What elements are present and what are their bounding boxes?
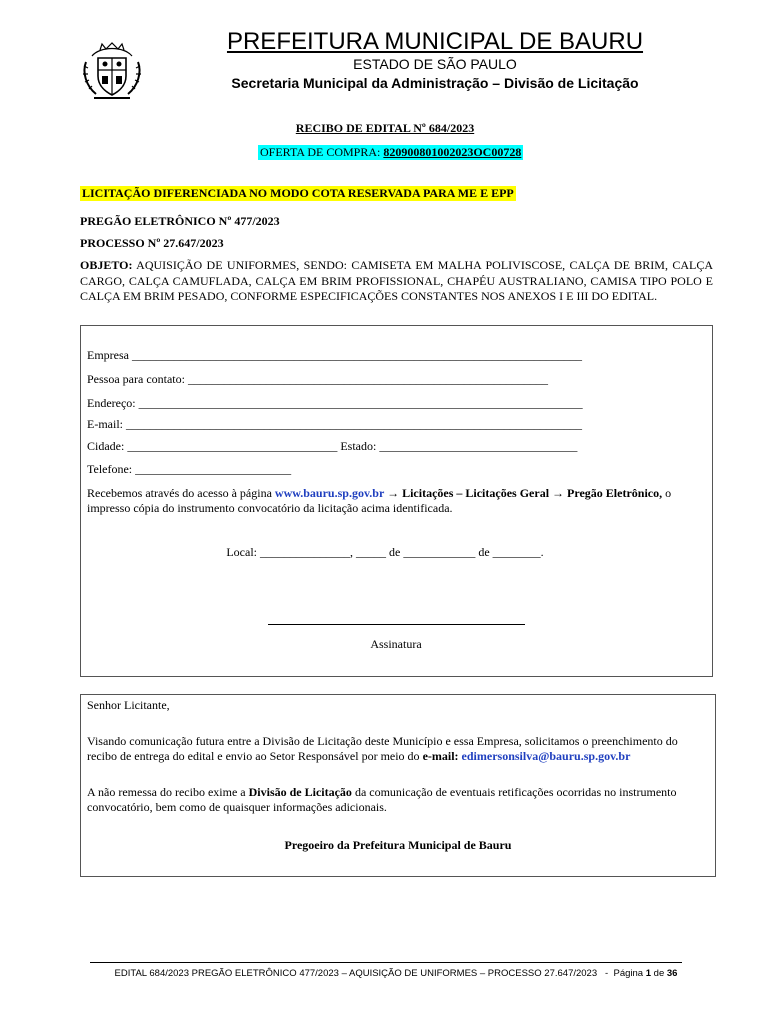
signature-line [268, 624, 525, 625]
empresa-field[interactable]: Empresa ___________________________________________________________________________ [87, 348, 582, 362]
cidade-estado-field[interactable]: Cidade: ___________________________________ Estado: _________________________________ [87, 439, 578, 453]
recibo-title: RECIBO DE EDITAL Nº 684/2023 [295, 121, 475, 135]
visando-paragraph [87, 734, 709, 764]
pregoeiro-signature: Pregoeiro da Prefeitura Municipal de Bauru [284, 838, 512, 852]
oferta-number: 820900801002023OC00728 [383, 145, 522, 159]
licitacao-heading: LICITAÇÃO DIFERENCIADA NO MODO COTA RESERVADA PARA ME E EPP [82, 186, 514, 200]
recebemos-pre: Recebemos através do acesso à página [87, 486, 275, 500]
local-date-field[interactable]: Local: _______________, _____ de ____________ de ________. [226, 545, 544, 559]
page-number: 1 [645, 968, 652, 979]
oferta-label: OFERTA DE COMPRA: [260, 145, 384, 159]
page-total: 36 [666, 968, 678, 979]
pregao-number: PREGÃO ELETRÔNICO Nº 477/2023 [80, 214, 280, 228]
oferta-compra [258, 145, 523, 160]
remessa-paragraph [87, 785, 709, 815]
bauru-site-link[interactable]: www.bauru.sp.gov.br [274, 486, 385, 500]
municipal-crest-icon [80, 40, 144, 104]
endereco-field[interactable]: Endereço: __________________________________________________________________________ [87, 396, 583, 410]
secretaria-name: Secretaria Municipal da Administração – Divisão de Licitação [231, 75, 639, 91]
footer-text: EDITAL 684/2023 PREGÃO ELETRÔNICO 477/2023 – AQUISIÇÃO DE UNIFORMES – PROCESSO 27.647/2023 - Página [114, 968, 646, 979]
contact-email-link[interactable]: edimersonsilva@bauru.sp.gov.br [461, 749, 631, 763]
telefone-field[interactable]: Telefone: __________________________ [87, 462, 292, 476]
objeto-paragraph [80, 258, 713, 305]
remessa-pre: A não remessa do recibo exime a [87, 785, 249, 799]
state-name: ESTADO DE SÃO PAULO [353, 56, 517, 72]
objeto-label: OBJETO: [80, 258, 133, 272]
greeting: Senhor Licitante, [87, 698, 170, 712]
objeto-text: AQUISIÇÃO DE UNIFORMES, SENDO: CAMISETA EM MALHA POLIVISCOSE, CALÇA DE BRIM, CALÇA CARGO, CALÇA CAMUFLADA, CALÇA EM BRIM PROFISSIONAL, CHAPÉU AUSTRALIANO, CAMISA TIPO POLO E CALÇA EM BRIM PESADO, CONFORME ESPECIFICAÇÕES CONSTANTES NOS ANEXOS I E III DO EDITAL. [80, 258, 713, 303]
visando-label: e-mail: [422, 749, 459, 763]
recebemos-post: o impresso cópia do instrumento convocatório da licitação acima identificada. [87, 486, 672, 515]
footer-divider [90, 962, 682, 963]
contato-field[interactable]: Pessoa para contato: ____________________________________________________________ [87, 372, 548, 386]
remessa-bold: Divisão de Licitação [248, 785, 352, 799]
recebemos-paragraph [87, 486, 709, 516]
footer-of: de [651, 968, 667, 979]
page-footer [0, 968, 770, 979]
remessa-post: da comunicação de eventuais retificações ocorridas no instrumento convocatório, bem como de quaisquer informações adicionais. [87, 785, 677, 814]
visando-pre: Visando comunicação futura entre a Divisão de Licitação deste Município e essa Empresa, solicitamos o preenchimento do recibo de entrega do edital e envio ao Setor Responsável por meio do [87, 734, 678, 763]
email-field[interactable]: E-mail: ____________________________________________________________________________ [87, 417, 582, 431]
assinatura-label: Assinatura [370, 637, 422, 651]
recebemos-path: → Licitações – Licitações Geral → Pregão Eletrônico, [384, 486, 663, 500]
processo-number: PROCESSO Nº 27.647/2023 [80, 236, 224, 250]
org-title: PREFEITURA MUNICIPAL DE BAURU [226, 28, 644, 55]
